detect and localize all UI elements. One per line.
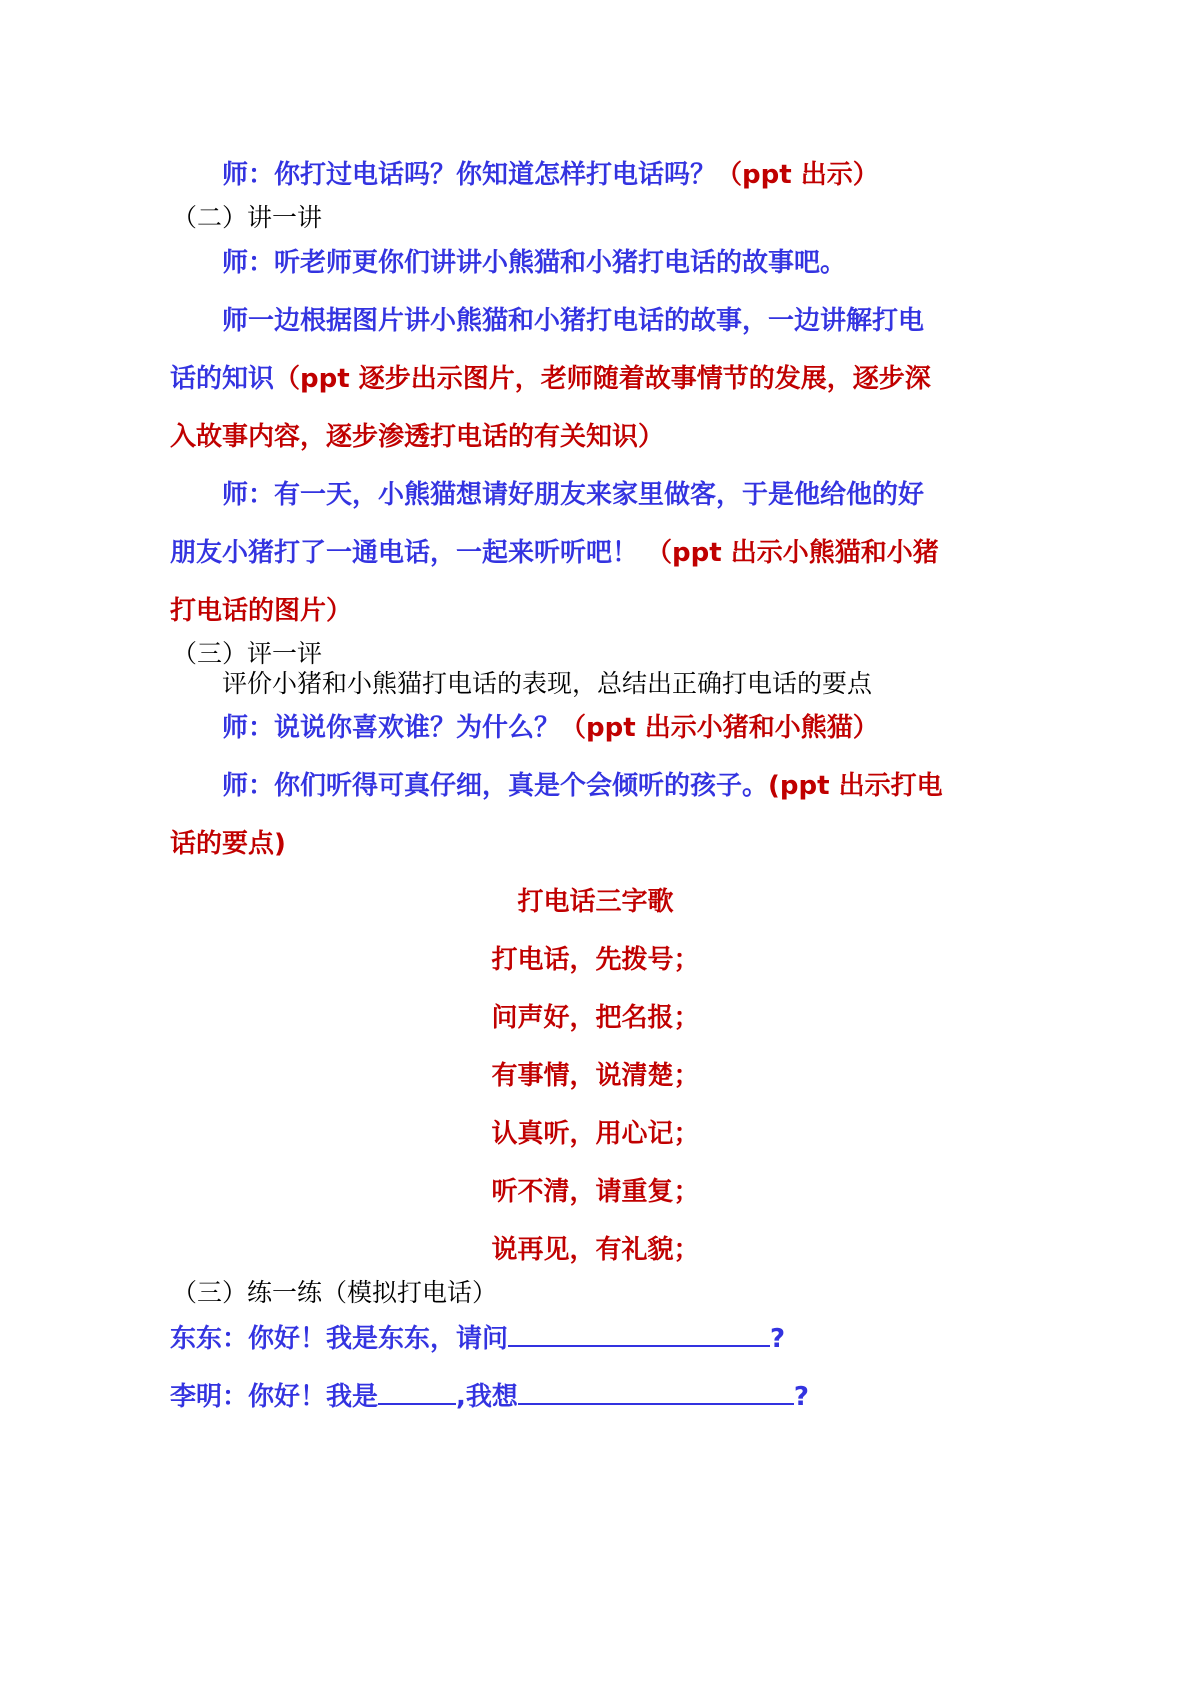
dongdong-question-mark: ? — [770, 1324, 786, 1354]
ppt-note: （ppt 出示） — [716, 160, 879, 190]
teacher-like-text: 师：说说你喜欢谁？为什么？ — [222, 713, 561, 743]
song-line: 说再见，有礼貌； — [491, 1235, 700, 1265]
story-paragraph-line-2 — [170, 362, 931, 396]
song-line: 问声好，把名报； — [491, 1003, 700, 1033]
teacher-question-text: 师：你打过电话吗？你知道怎样打电话吗？ — [222, 160, 717, 190]
song-title: 打电话三字歌 — [517, 887, 674, 917]
call-paragraph-line-2 — [170, 536, 939, 570]
evaluate-instruction: 评价小猪和小熊猫打电话的表现，总结出正确打电话的要点 — [222, 669, 873, 698]
call-listen-text: 朋友小猪打了一通电话，一起来听听吧！ — [170, 538, 639, 568]
liming-dialogue-text: 李明：你好！我是 — [170, 1382, 379, 1412]
story-knowledge-text: 话的知识 — [170, 364, 275, 394]
song-line: 打电话，先拨号； — [491, 945, 700, 975]
story-paragraph-line-1: 师一边根据图片讲小熊猫和小猪打电话的故事，一边讲解打电 — [222, 306, 925, 336]
dongdong-dialogue-line — [170, 1321, 785, 1356]
answer-blank[interactable] — [508, 1321, 770, 1347]
teacher-praise-text: 师：你们听得可真仔细，真是个会倾听的孩子。 — [222, 771, 769, 801]
answer-blank[interactable] — [518, 1379, 794, 1405]
call-ppt-note: （ppt 出示小熊猫和小猪 — [646, 538, 939, 568]
teacher-question-line — [222, 158, 879, 192]
teacher-tell-line: 师：听老师更你们讲讲小熊猫和小猪打电话的故事吧。 — [222, 248, 847, 278]
praise-ppt-note-line-2: 话的要点) — [170, 829, 286, 859]
liming-question-mark: ? — [793, 1382, 809, 1412]
section-heading-2: （二）讲一讲 — [172, 203, 323, 232]
liming-dialogue-line — [170, 1379, 809, 1414]
section-heading-3: （三）评一评 — [172, 639, 323, 668]
story-ppt-note: （ppt 逐步出示图片，老师随着故事情节的发展，逐步深 — [274, 364, 931, 394]
song-line: 认真听，用心记； — [491, 1119, 700, 1149]
like-ppt-note: （ppt 出示小猪和小熊猫） — [560, 713, 879, 743]
praise-ppt-note: (ppt 出示打电 — [768, 771, 943, 801]
call-paragraph-line-1: 师：有一天，小熊猫想请好朋友来家里做客，于是他给他的好 — [222, 480, 925, 510]
song-line: 有事情，说清楚； — [491, 1061, 700, 1091]
call-paragraph-line-3: 打电话的图片） — [170, 596, 353, 626]
section-heading-4: （三）练一练（模拟打电话） — [172, 1278, 498, 1307]
dongdong-dialogue-text: 东东：你好！我是东东，请问 — [170, 1324, 509, 1354]
teacher-praise-line — [222, 769, 943, 803]
name-blank[interactable] — [378, 1379, 456, 1405]
song-line: 听不清，请重复； — [491, 1177, 700, 1207]
teacher-like-line — [222, 711, 879, 745]
story-paragraph-line-3: 入故事内容，逐步渗透打电话的有关知识） — [170, 422, 665, 452]
liming-want-text: ,我想 — [456, 1382, 518, 1412]
